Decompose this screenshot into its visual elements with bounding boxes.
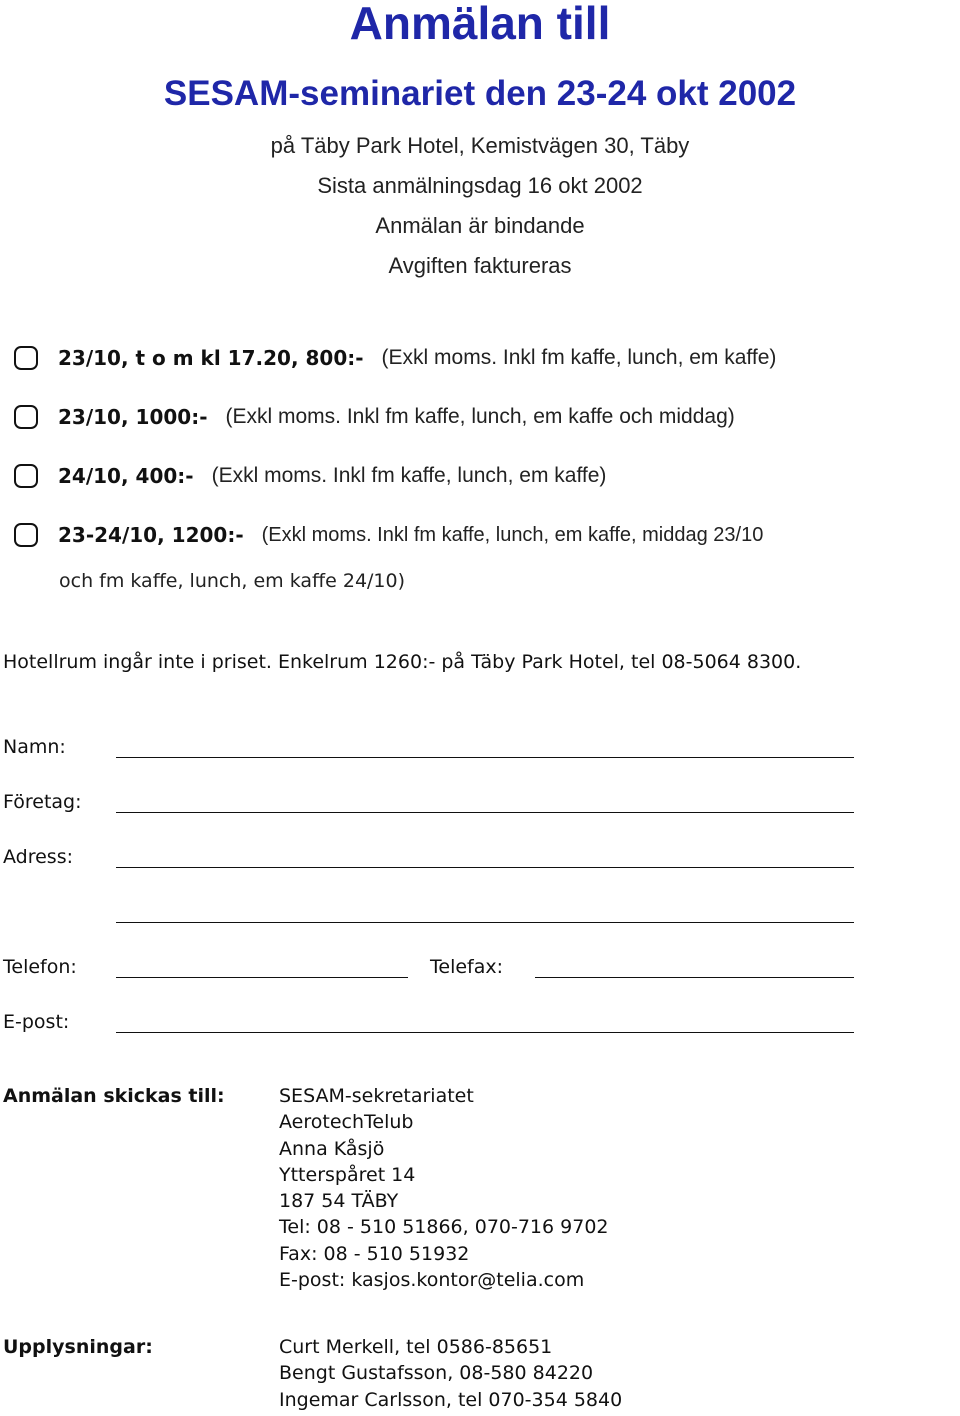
- option-2-checkbox[interactable]: [14, 405, 38, 429]
- name-label: Namn:: [3, 736, 66, 758]
- contacts-label: Upplysningar:: [3, 1336, 153, 1358]
- company-label: Företag:: [3, 791, 82, 813]
- send-to-line: Tel: 08 - 510 51866, 070-716 9702: [279, 1216, 609, 1239]
- address-label: Adress:: [3, 846, 74, 868]
- option-1-price: 23/10, t o m kl 17.20, 800:-: [58, 346, 364, 370]
- hotel-note: Hotellrum ingår inte i priset. Enkelrum 1260:- på Täby Park Hotel, tel 08-5064 8300.: [3, 651, 802, 673]
- fax-label: Telefax:: [430, 956, 504, 978]
- contact-line: Ingemar Carlsson, tel 070-354 5840: [279, 1388, 623, 1411]
- send-to-line: AerotechTelub: [279, 1111, 414, 1134]
- phone-label: Telefon:: [3, 956, 77, 978]
- send-to-line: Ytterspåret 14: [279, 1163, 416, 1186]
- fax-field[interactable]: [535, 977, 854, 978]
- send-to-line: SESAM-sekretariatet: [279, 1085, 474, 1107]
- option-3-note: (Exkl moms. Inkl fm kaffe, lunch, em kaffe): [211, 464, 607, 487]
- contacts-list: [279, 1334, 622, 1413]
- contact-line: Bengt Gustafsson, 08-580 84220: [279, 1362, 594, 1385]
- binding-line: Anmälan är bindande: [375, 213, 585, 238]
- email-label: E-post:: [3, 1011, 70, 1033]
- option-3-price: 24/10, 400:-: [58, 464, 194, 488]
- option-1-checkbox[interactable]: [14, 346, 38, 370]
- option-2-note: (Exkl moms. Inkl fm kaffe, lunch, em kaffe och middag): [225, 405, 735, 428]
- send-to-line: Fax: 08 - 510 51932: [279, 1242, 470, 1265]
- seminar-subtitle: SESAM-seminariet den 23-24 okt 2002: [163, 74, 797, 113]
- option-row-2: [14, 402, 735, 432]
- contact-line: Curt Merkell, tel 0586-85651: [279, 1336, 553, 1358]
- option-3-checkbox[interactable]: [14, 464, 38, 488]
- option-row-1: [14, 343, 776, 373]
- option-4-price: 23-24/10, 1200:-: [58, 523, 244, 547]
- option-2-price: 23/10, 1000:-: [58, 405, 208, 429]
- company-field[interactable]: [116, 812, 854, 813]
- venue-line: på Täby Park Hotel, Kemistvägen 30, Täby: [270, 133, 690, 158]
- option-row-3: [14, 461, 606, 491]
- phone-field[interactable]: [116, 977, 408, 978]
- invoice-line: Avgiften faktureras: [388, 253, 572, 278]
- option-1-note: (Exkl moms. Inkl fm kaffe, lunch, em kaffe): [381, 346, 777, 369]
- name-field[interactable]: [116, 757, 854, 758]
- send-to-label: Anmälan skickas till:: [3, 1085, 225, 1107]
- option-4-checkbox[interactable]: [14, 523, 38, 547]
- send-to-line: 187 54 TÄBY: [279, 1190, 399, 1213]
- page-title: Anmälan till: [349, 0, 611, 49]
- email-field[interactable]: [116, 1032, 854, 1033]
- address-field-2[interactable]: [116, 922, 854, 923]
- send-to-email: E-post: kasjos.kontor@telia.com: [279, 1269, 585, 1292]
- address-field-1[interactable]: [116, 867, 854, 868]
- option-4-note-continued: och fm kaffe, lunch, em kaffe 24/10): [59, 570, 406, 592]
- send-to-address: [279, 1083, 609, 1293]
- option-row-4: [14, 520, 763, 550]
- option-4-note: (Exkl moms. Inkl fm kaffe, lunch, em kaffe, middag 23/10: [261, 523, 764, 546]
- send-to-line: Anna Kåsjö: [279, 1137, 385, 1160]
- deadline-line: Sista anmälningsdag 16 okt 2002: [317, 173, 643, 198]
